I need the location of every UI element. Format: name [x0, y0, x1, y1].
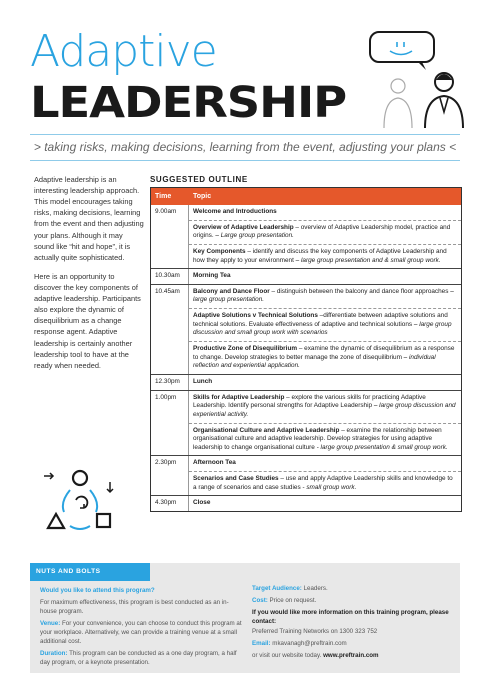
duration-text: This program can be conducted as a one day program, a half day program, or a keynote presentation. — [40, 649, 237, 666]
more-info-text: If you would like more information on this training program, please contact: — [252, 608, 449, 625]
outline-row — [151, 268, 461, 284]
outline-row — [151, 308, 461, 341]
topic-format: – large group discussion and small group work with scenarios — [193, 320, 452, 337]
row-time — [151, 471, 189, 495]
row-time — [151, 423, 189, 456]
topic-format: – individual reflection and experiential application. — [193, 353, 436, 370]
row-time: 10.30am — [151, 269, 189, 284]
row-time — [151, 308, 189, 341]
row-time: 9.00am — [151, 205, 189, 220]
topic-title: Overview of Adaptive Leadership — [193, 223, 294, 231]
topic-description: – use and apply Adaptive Leadership skills and knowledge to a range of scenarios and case studies — [193, 475, 453, 491]
row-topic — [189, 220, 461, 244]
topic-description: – examine the dynamic of disequilibrium as a response to change. Develop strategies to better manage the zone of disequilibrium — [193, 345, 455, 361]
column-time: Time — [155, 193, 172, 200]
web-link[interactable]: www.preftrain.com — [323, 651, 379, 659]
people-silhouettes-icon — [360, 28, 475, 133]
rule-top — [30, 134, 460, 135]
topic-description: –differentiate between adaptive solutions and technical solutions. Evaluate effectiveness of adaptive and technical solutions — [193, 312, 448, 328]
row-topic — [189, 308, 461, 341]
topic-title: Skills for Adaptive Leadership — [193, 393, 285, 401]
topic-title: Morning Tea — [193, 272, 231, 280]
intro-text — [34, 174, 144, 379]
topic-title: Scenarios and Case Studies — [193, 475, 279, 483]
title-adaptive: Adaptive — [30, 26, 217, 77]
column-topic: Topic — [193, 193, 212, 200]
outline-row — [151, 220, 461, 244]
row-time: 4.30pm — [151, 496, 189, 511]
row-time: 10.45am — [151, 285, 189, 308]
row-time: 1.00pm — [151, 391, 189, 423]
cost-text: Price on request. — [267, 596, 317, 604]
row-topic — [189, 471, 461, 495]
outline-row — [151, 390, 461, 423]
topic-title: Afternoon Tea — [193, 459, 236, 467]
row-topic — [189, 269, 461, 284]
venue-label: Venue: — [40, 619, 61, 627]
outline-row — [151, 244, 461, 268]
attend-question: Would you like to attend this program? — [40, 587, 155, 594]
row-topic — [189, 496, 461, 511]
row-topic — [189, 341, 461, 374]
nuts-left-column — [40, 587, 245, 671]
email-link[interactable]: mkavanagh@preftrain.com — [270, 639, 347, 647]
row-topic — [189, 205, 461, 220]
outline-header — [151, 188, 461, 205]
nuts-and-bolts-panel — [30, 563, 460, 673]
outline-row — [151, 471, 461, 495]
web-text: or visit our website today. — [252, 651, 324, 659]
outline-title: SUGGESTED OUTLINE — [150, 175, 248, 184]
company-contact: Preferred Training Networks on 1300 323 752 — [252, 627, 378, 635]
smiley-speech-bubble-icon — [370, 32, 434, 62]
cost-label: Cost: — [252, 596, 268, 604]
outline-row — [151, 455, 461, 471]
topic-title: Close — [193, 499, 211, 507]
outline-row — [151, 423, 461, 456]
topic-title: Key Components — [193, 247, 246, 255]
attend-text: For maximum effectiveness, this program is best conducted as an in-house program. — [40, 598, 229, 615]
outline-table — [150, 187, 462, 512]
row-topic — [189, 423, 461, 456]
topic-description: – identify and discuss the key components of Adaptive Leadership and how they apply to your environment — [193, 247, 447, 264]
topic-title: Productive Zone of Disequilibrium — [193, 345, 298, 353]
outline-row — [151, 284, 461, 308]
topic-format: – large group presentation and & small group work. — [295, 256, 441, 264]
topic-description: – overview of Adaptive Leadership model, practice and origins. — [193, 223, 451, 240]
outline-row — [151, 495, 461, 511]
rule-bottom — [30, 160, 460, 161]
row-time — [151, 244, 189, 268]
duration-info — [40, 650, 245, 668]
topic-title: Organisational Culture and Adaptive Leadership — [193, 426, 340, 434]
row-time: 12.30pm — [151, 375, 189, 390]
outline-row — [151, 341, 461, 374]
topic-title: Welcome and Introductions — [193, 208, 277, 215]
nuts-and-bolts-tab: NUTS AND BOLTS — [30, 563, 150, 581]
adaptive-cycle-icon — [40, 468, 120, 538]
duration-label: Duration: — [40, 649, 68, 657]
cost-info — [252, 597, 452, 606]
audience-text: Leaders. — [301, 585, 328, 592]
row-time: 2.30pm — [151, 456, 189, 471]
tagline: > taking risks, making decisions, learning from the event, adjusting your plans < — [33, 140, 457, 154]
topic-format: – large group discussion and experiential activity. — [193, 402, 456, 418]
web-info — [252, 652, 452, 661]
intro-paragraph-2: Here is an opportunity to discover the key components of adaptive leadership. Participants also explore the dynamic of disequilibrium as a change response agent. Adaptive leadership is certainly another leadership tool to have at the ready when needed. — [34, 271, 141, 370]
venue-info — [40, 620, 245, 647]
row-topic — [189, 375, 461, 390]
row-time — [151, 220, 189, 244]
topic-description: – distinguish between the balcony and dance floor approaches — [269, 287, 451, 295]
nuts-right-column — [252, 585, 452, 664]
email-label: Email: — [252, 639, 271, 647]
topic-title: Adaptive Solutions v Technical Solutions — [193, 312, 318, 320]
title-leadership: LEADERSHIP — [30, 78, 347, 128]
topic-format: – Large group presentation. — [215, 232, 294, 240]
row-topic — [189, 391, 461, 423]
row-topic — [189, 285, 461, 308]
topic-description: – examine the relationship between organisational culture and adaptive leadership. Develop strategies for using adaptive leadership to change organisational culture — [193, 426, 442, 451]
topic-format: – large group presentation. — [193, 287, 454, 304]
audience-info — [252, 585, 452, 594]
intro-paragraph-1: Adaptive leadership is an interesting leadership approach. This model encourages taking risks, making decisions, learning from the event and then adjusting your plans. Although it may sound like “hit and hope”, it is actually quite sophisticated. — [34, 175, 144, 262]
audience-label: Target Audience: — [252, 585, 302, 592]
outline-row — [151, 205, 461, 220]
topic-format: - small group work. — [302, 483, 357, 491]
venue-text: For your convenience, you can choose to conduct this program at your workplace. Alternatively, we can provide a training venue at a small additional cost. — [40, 619, 242, 645]
email-info — [252, 640, 452, 649]
topic-title: Balcony and Dance Floor — [193, 287, 270, 295]
topic-title: Lunch — [193, 377, 213, 385]
outline-row — [151, 374, 461, 390]
row-topic — [189, 244, 461, 268]
topic-format: - large group presentation & small group work. — [316, 443, 448, 451]
topic-description: – explore the various skills for practicing Adaptive Leadership. Identify personal strengths for Adaptive Leadership — [193, 393, 426, 410]
row-topic — [189, 456, 461, 471]
row-time — [151, 341, 189, 374]
